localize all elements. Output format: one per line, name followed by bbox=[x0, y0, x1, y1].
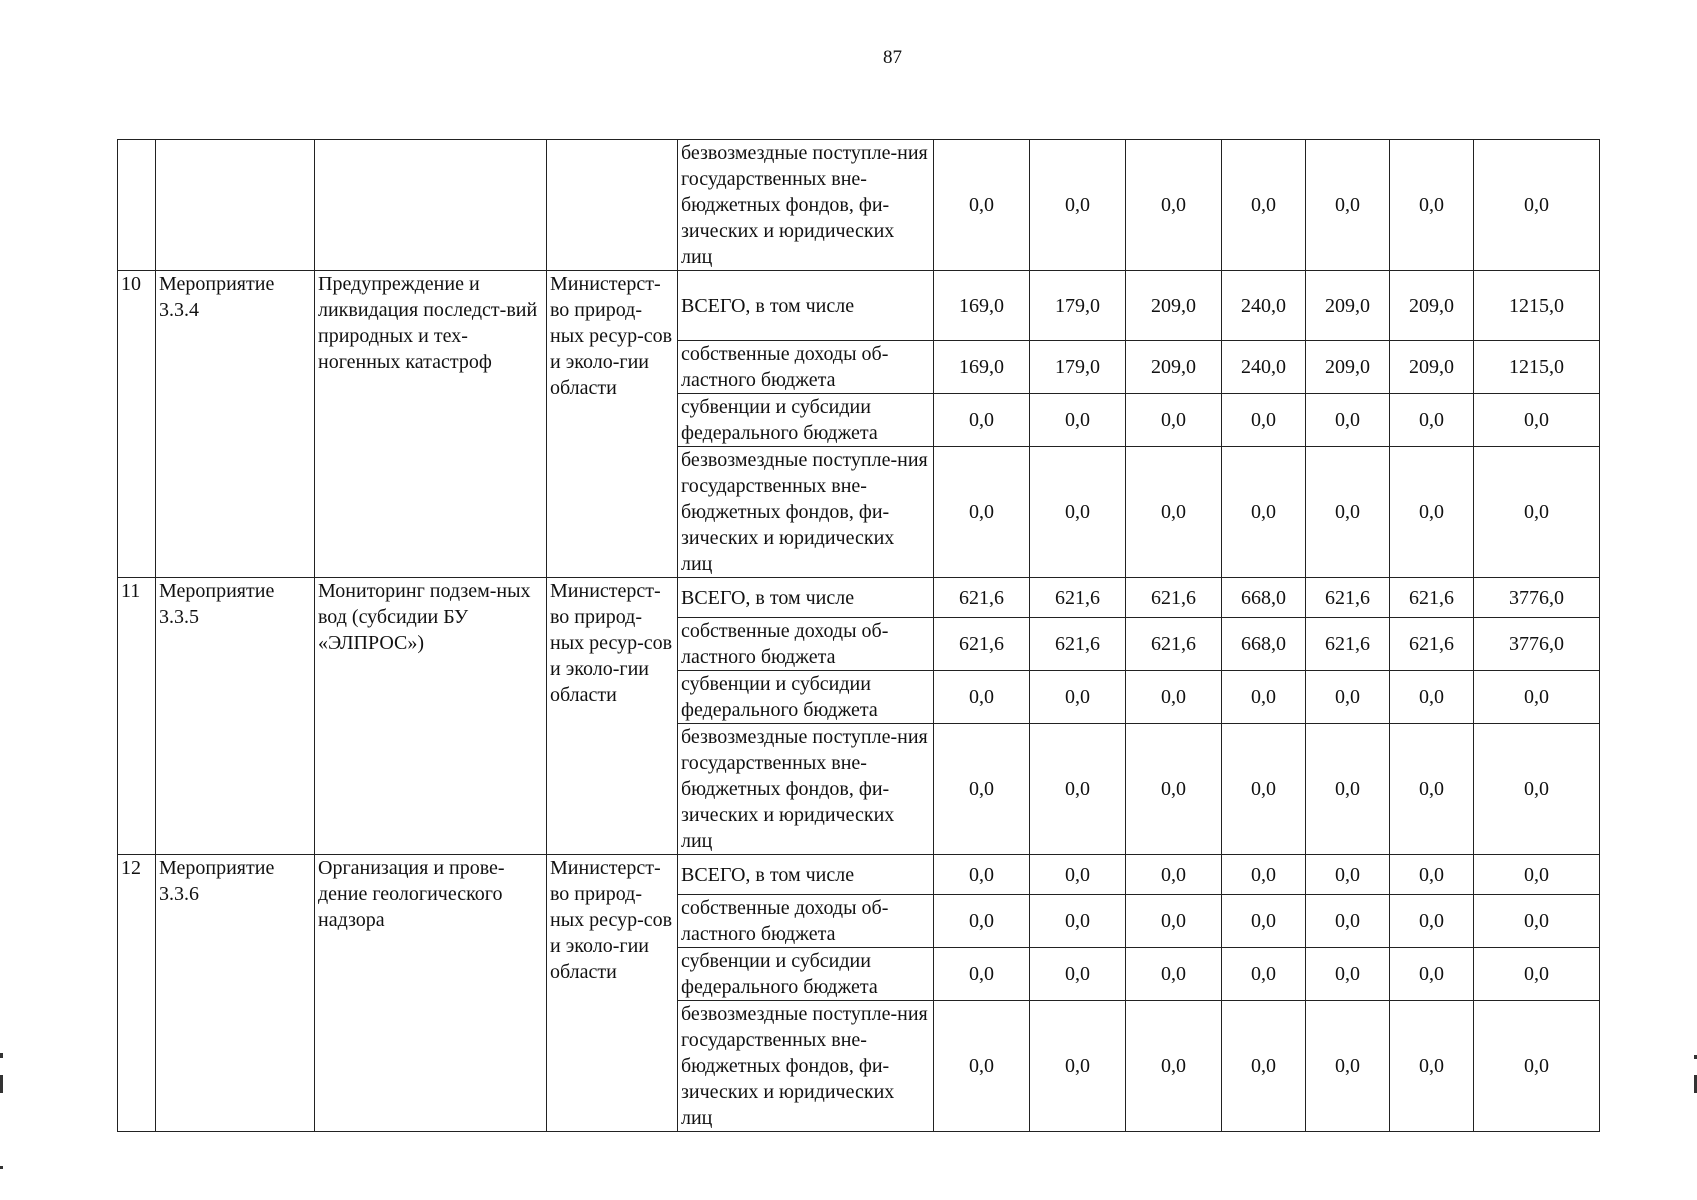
amount-cell: 0,0 bbox=[934, 855, 1030, 895]
funding-source-cell: собственные доходы об-ластного бюджета bbox=[678, 895, 934, 948]
amount-cell: 0,0 bbox=[1222, 855, 1306, 895]
row-number-cell bbox=[118, 140, 156, 271]
amount-cell: 0,0 bbox=[1126, 855, 1222, 895]
amount-cell: 0,0 bbox=[1222, 140, 1306, 271]
amount-cell: 1215,0 bbox=[1474, 271, 1600, 341]
page-number: 87 bbox=[883, 47, 902, 68]
amount-cell: 0,0 bbox=[1390, 1001, 1474, 1132]
amount-cell: 0,0 bbox=[1390, 724, 1474, 855]
amount-cell: 179,0 bbox=[1030, 341, 1126, 394]
margin-mark bbox=[0, 1053, 3, 1058]
amount-cell: 209,0 bbox=[1390, 271, 1474, 341]
amount-cell: 0,0 bbox=[1390, 671, 1474, 724]
amount-cell: 0,0 bbox=[1030, 447, 1126, 578]
amount-cell: 0,0 bbox=[1474, 895, 1600, 948]
funding-source-cell: безвозмездные поступле-ния государственных вне-бюджетных фондов, фи-зических и юридических лиц bbox=[678, 140, 934, 271]
amount-cell: 0,0 bbox=[1222, 447, 1306, 578]
amount-cell: 0,0 bbox=[1306, 671, 1390, 724]
amount-cell: 0,0 bbox=[1126, 895, 1222, 948]
amount-cell: 0,0 bbox=[1030, 394, 1126, 447]
amount-cell: 668,0 bbox=[1222, 578, 1306, 618]
table-row bbox=[118, 271, 1600, 341]
amount-cell: 209,0 bbox=[1306, 271, 1390, 341]
amount-cell: 0,0 bbox=[1306, 855, 1390, 895]
amount-cell: 0,0 bbox=[1474, 671, 1600, 724]
amount-cell: 621,6 bbox=[1390, 618, 1474, 671]
amount-cell: 0,0 bbox=[1126, 394, 1222, 447]
amount-cell: 0,0 bbox=[1126, 1001, 1222, 1132]
funding-source-cell: собственные доходы об-ластного бюджета bbox=[678, 341, 934, 394]
amount-cell: 0,0 bbox=[1474, 447, 1600, 578]
margin-mark bbox=[0, 1166, 3, 1169]
amount-cell: 0,0 bbox=[1030, 948, 1126, 1001]
amount-cell: 621,6 bbox=[934, 578, 1030, 618]
amount-cell: 0,0 bbox=[1030, 1001, 1126, 1132]
amount-cell: 169,0 bbox=[934, 341, 1030, 394]
funding-source-cell: безвозмездные поступле-ния государственных вне-бюджетных фондов, фи-зических и юридических лиц bbox=[678, 724, 934, 855]
row-number-cell: 10 bbox=[118, 271, 156, 578]
amount-cell: 0,0 bbox=[934, 724, 1030, 855]
amount-cell: 179,0 bbox=[1030, 271, 1126, 341]
executor-cell: Министерст-во природ-ных ресур-сов и эколо-гии области bbox=[547, 855, 678, 1132]
amount-cell: 0,0 bbox=[1306, 948, 1390, 1001]
amount-cell: 0,0 bbox=[934, 394, 1030, 447]
description-cell: Предупреждение и ликвидация последст-вий природных и тех-ногенных катастроф bbox=[315, 271, 547, 578]
amount-cell: 0,0 bbox=[934, 1001, 1030, 1132]
funding-source-cell: ВСЕГО, в том числе bbox=[678, 578, 934, 618]
table-body bbox=[118, 140, 1600, 1132]
activity-cell: Мероприятие 3.3.6 bbox=[156, 855, 315, 1132]
row-number-cell: 11 bbox=[118, 578, 156, 855]
amount-cell: 0,0 bbox=[1126, 671, 1222, 724]
amount-cell: 0,0 bbox=[1126, 447, 1222, 578]
amount-cell: 0,0 bbox=[1030, 724, 1126, 855]
funding-source-cell: ВСЕГО, в том числе bbox=[678, 855, 934, 895]
description-cell: Мониторинг подзем-ных вод (субсидии БУ «ЭЛПРОС») bbox=[315, 578, 547, 855]
activity-cell bbox=[156, 140, 315, 271]
margin-mark bbox=[0, 1075, 3, 1093]
amount-cell: 0,0 bbox=[1474, 140, 1600, 271]
amount-cell: 0,0 bbox=[934, 895, 1030, 948]
amount-cell: 621,6 bbox=[1126, 618, 1222, 671]
amount-cell: 0,0 bbox=[1390, 855, 1474, 895]
amount-cell: 1215,0 bbox=[1474, 341, 1600, 394]
row-number-cell: 12 bbox=[118, 855, 156, 1132]
amount-cell: 209,0 bbox=[1126, 341, 1222, 394]
amount-cell: 0,0 bbox=[1474, 394, 1600, 447]
funding-source-cell: субвенции и субсидии федерального бюджета bbox=[678, 948, 934, 1001]
amount-cell: 0,0 bbox=[1390, 895, 1474, 948]
amount-cell: 0,0 bbox=[934, 140, 1030, 271]
amount-cell: 0,0 bbox=[1222, 671, 1306, 724]
amount-cell: 621,6 bbox=[1390, 578, 1474, 618]
amount-cell: 0,0 bbox=[1126, 724, 1222, 855]
activity-cell: Мероприятие 3.3.5 bbox=[156, 578, 315, 855]
amount-cell: 169,0 bbox=[934, 271, 1030, 341]
amount-cell: 0,0 bbox=[1306, 394, 1390, 447]
amount-cell: 209,0 bbox=[1126, 271, 1222, 341]
amount-cell: 0,0 bbox=[1390, 447, 1474, 578]
funding-source-cell: субвенции и субсидии федерального бюджета bbox=[678, 394, 934, 447]
amount-cell: 621,6 bbox=[934, 618, 1030, 671]
amount-cell: 0,0 bbox=[1474, 855, 1600, 895]
amount-cell: 240,0 bbox=[1222, 341, 1306, 394]
amount-cell: 0,0 bbox=[1306, 140, 1390, 271]
amount-cell: 0,0 bbox=[1390, 948, 1474, 1001]
amount-cell: 0,0 bbox=[934, 948, 1030, 1001]
amount-cell: 3776,0 bbox=[1474, 618, 1600, 671]
amount-cell: 0,0 bbox=[1126, 948, 1222, 1001]
amount-cell: 0,0 bbox=[1126, 140, 1222, 271]
amount-cell: 3776,0 bbox=[1474, 578, 1600, 618]
amount-cell: 0,0 bbox=[1474, 1001, 1600, 1132]
amount-cell: 0,0 bbox=[1390, 394, 1474, 447]
table-row bbox=[118, 140, 1600, 271]
amount-cell: 209,0 bbox=[1306, 341, 1390, 394]
executor-cell bbox=[547, 140, 678, 271]
amount-cell: 621,6 bbox=[1030, 578, 1126, 618]
amount-cell: 0,0 bbox=[1030, 140, 1126, 271]
table-row bbox=[118, 855, 1600, 895]
amount-cell: 621,6 bbox=[1306, 578, 1390, 618]
description-cell bbox=[315, 140, 547, 271]
amount-cell: 0,0 bbox=[1222, 394, 1306, 447]
amount-cell: 0,0 bbox=[1474, 948, 1600, 1001]
amount-cell: 0,0 bbox=[1030, 855, 1126, 895]
amount-cell: 621,6 bbox=[1030, 618, 1126, 671]
amount-cell: 0,0 bbox=[1222, 1001, 1306, 1132]
amount-cell: 0,0 bbox=[1306, 447, 1390, 578]
activity-cell: Мероприятие 3.3.4 bbox=[156, 271, 315, 578]
amount-cell: 0,0 bbox=[1222, 895, 1306, 948]
description-cell: Организация и прове-дение геологического надзора bbox=[315, 855, 547, 1132]
amount-cell: 0,0 bbox=[1030, 895, 1126, 948]
amount-cell: 621,6 bbox=[1126, 578, 1222, 618]
amount-cell: 0,0 bbox=[1474, 724, 1600, 855]
funding-source-cell: собственные доходы об-ластного бюджета bbox=[678, 618, 934, 671]
amount-cell: 0,0 bbox=[934, 447, 1030, 578]
amount-cell: 0,0 bbox=[1222, 948, 1306, 1001]
funding-source-cell: субвенции и субсидии федерального бюджета bbox=[678, 671, 934, 724]
executor-cell: Министерст-во природ-ных ресур-сов и эколо-гии области bbox=[547, 578, 678, 855]
amount-cell: 0,0 bbox=[1222, 724, 1306, 855]
amount-cell: 0,0 bbox=[934, 671, 1030, 724]
funding-source-cell: ВСЕГО, в том числе bbox=[678, 271, 934, 341]
funding-source-cell: безвозмездные поступле-ния государственных вне-бюджетных фондов, фи-зических и юридических лиц bbox=[678, 447, 934, 578]
amount-cell: 621,6 bbox=[1306, 618, 1390, 671]
amount-cell: 0,0 bbox=[1306, 895, 1390, 948]
budget-table bbox=[117, 139, 1600, 1132]
funding-source-cell: безвозмездные поступле-ния государственных вне-бюджетных фондов, фи-зических и юридических лиц bbox=[678, 1001, 934, 1132]
amount-cell: 0,0 bbox=[1306, 724, 1390, 855]
amount-cell: 209,0 bbox=[1390, 341, 1474, 394]
table-row bbox=[118, 578, 1600, 618]
executor-cell: Министерст-во природ-ных ресур-сов и эколо-гии области bbox=[547, 271, 678, 578]
amount-cell: 668,0 bbox=[1222, 618, 1306, 671]
amount-cell: 0,0 bbox=[1030, 671, 1126, 724]
amount-cell: 240,0 bbox=[1222, 271, 1306, 341]
amount-cell: 0,0 bbox=[1390, 140, 1474, 271]
amount-cell: 0,0 bbox=[1306, 1001, 1390, 1132]
